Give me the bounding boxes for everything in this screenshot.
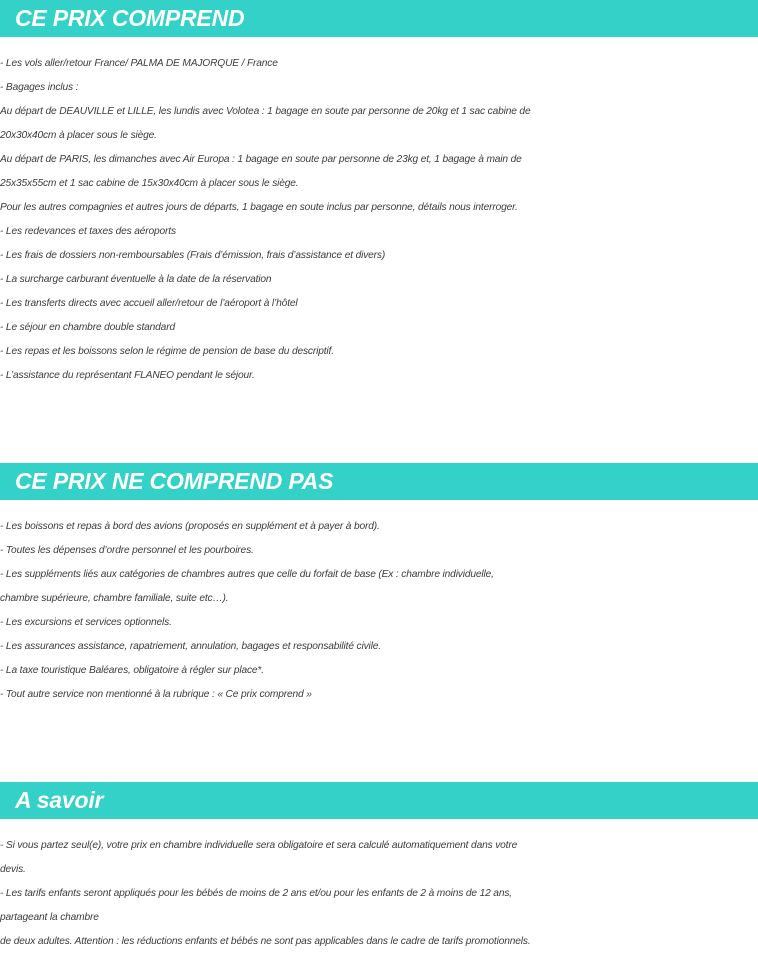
list-item: - Si vous partez seul(e), votre prix en chambre individuelle sera obligatoire et sera calculé automatiquement dans votre bbox=[0, 840, 518, 851]
list-item: Au départ de DEAUVILLE et LILLE, les lundis avec Volotea : 1 bagage en soute par personne de 20kg et 1 sac cabine de bbox=[0, 106, 531, 117]
section-body-included bbox=[0, 52, 758, 388]
list-item: 20x30x40cm à placer sous le siège. bbox=[0, 130, 157, 141]
list-item: - Les transferts directs avec accueil aller/retour de l’aéroport à l’hôtel bbox=[0, 298, 298, 309]
section-title: CE PRIX NE COMPREND PAS bbox=[15, 468, 334, 494]
list-item: Pour les autres compagnies et autres jours de départs, 1 bagage en soute inclus par personne, détails nous interroger. bbox=[0, 202, 518, 213]
list-item: - Les assurances assistance, rapatriement, annulation, bagages et responsabilité civile. bbox=[0, 641, 381, 652]
list-item: - La taxe touristique Baléares, obligatoire à régler sur place*. bbox=[0, 665, 264, 676]
list-item: - Les vols aller/retour France/ PALMA DE MAJORQUE / France bbox=[0, 58, 278, 69]
list-item: devis. bbox=[0, 864, 26, 875]
list-item: - Les excursions et services optionnels. bbox=[0, 617, 172, 628]
section-header-good-to-know bbox=[0, 782, 758, 819]
list-item: - Toutes les dépenses d’ordre personnel et les pourboires. bbox=[0, 545, 254, 556]
list-item: - Les repas et les boissons selon le régime de pension de base du descriptif. bbox=[0, 346, 334, 357]
section-body-not-included bbox=[0, 515, 758, 707]
section-body-good-to-know bbox=[0, 834, 758, 954]
list-item: - Les suppléments liés aux catégories de chambres autres que celle du forfait de base (Ex : chambre individuelle, bbox=[0, 569, 494, 580]
list-item: partageant la chambre bbox=[0, 912, 99, 923]
list-item: 25x35x55cm et 1 sac cabine de 15x30x40cm à placer sous le siège. bbox=[0, 178, 299, 189]
list-item: - Les redevances et taxes des aéroports bbox=[0, 226, 176, 237]
list-item: Au départ de PARIS, les dimanches avec Air Europa : 1 bagage en soute par personne de 23kg et, 1 bagage à main de bbox=[0, 154, 522, 165]
list-item: chambre supérieure, chambre familiale, suite etc…). bbox=[0, 593, 229, 604]
list-item: - L’assistance du représentant FLANEO pendant le séjour. bbox=[0, 370, 255, 381]
list-item: - Bagages inclus : bbox=[0, 82, 79, 93]
section-header-included bbox=[0, 0, 758, 37]
section-title: A savoir bbox=[15, 787, 104, 813]
list-item: - Les boissons et repas à bord des avions (proposés en supplément et à payer à bord). bbox=[0, 521, 380, 532]
section-title: CE PRIX COMPREND bbox=[15, 5, 245, 31]
list-item: - Les frais de dossiers non-remboursables (Frais d’émission, frais d’assistance et divers) bbox=[0, 250, 386, 261]
list-item: - Le séjour en chambre double standard bbox=[0, 322, 175, 333]
list-item: de deux adultes. Attention : les réductions enfants et bébés ne sont pas applicables dans le cadre de tarifs promotionnels. bbox=[0, 936, 531, 947]
list-item: - La surcharge carburant éventuelle à la date de la réservation bbox=[0, 274, 272, 285]
section-header-not-included bbox=[0, 463, 758, 500]
list-item: - Les tarifs enfants seront appliqués pour les bébés de moins de 2 ans et/ou pour les enfants de 2 à moins de 12 ans, bbox=[0, 888, 512, 899]
list-item: - Tout autre service non mentionné à la rubrique : « Ce prix comprend » bbox=[0, 689, 312, 700]
